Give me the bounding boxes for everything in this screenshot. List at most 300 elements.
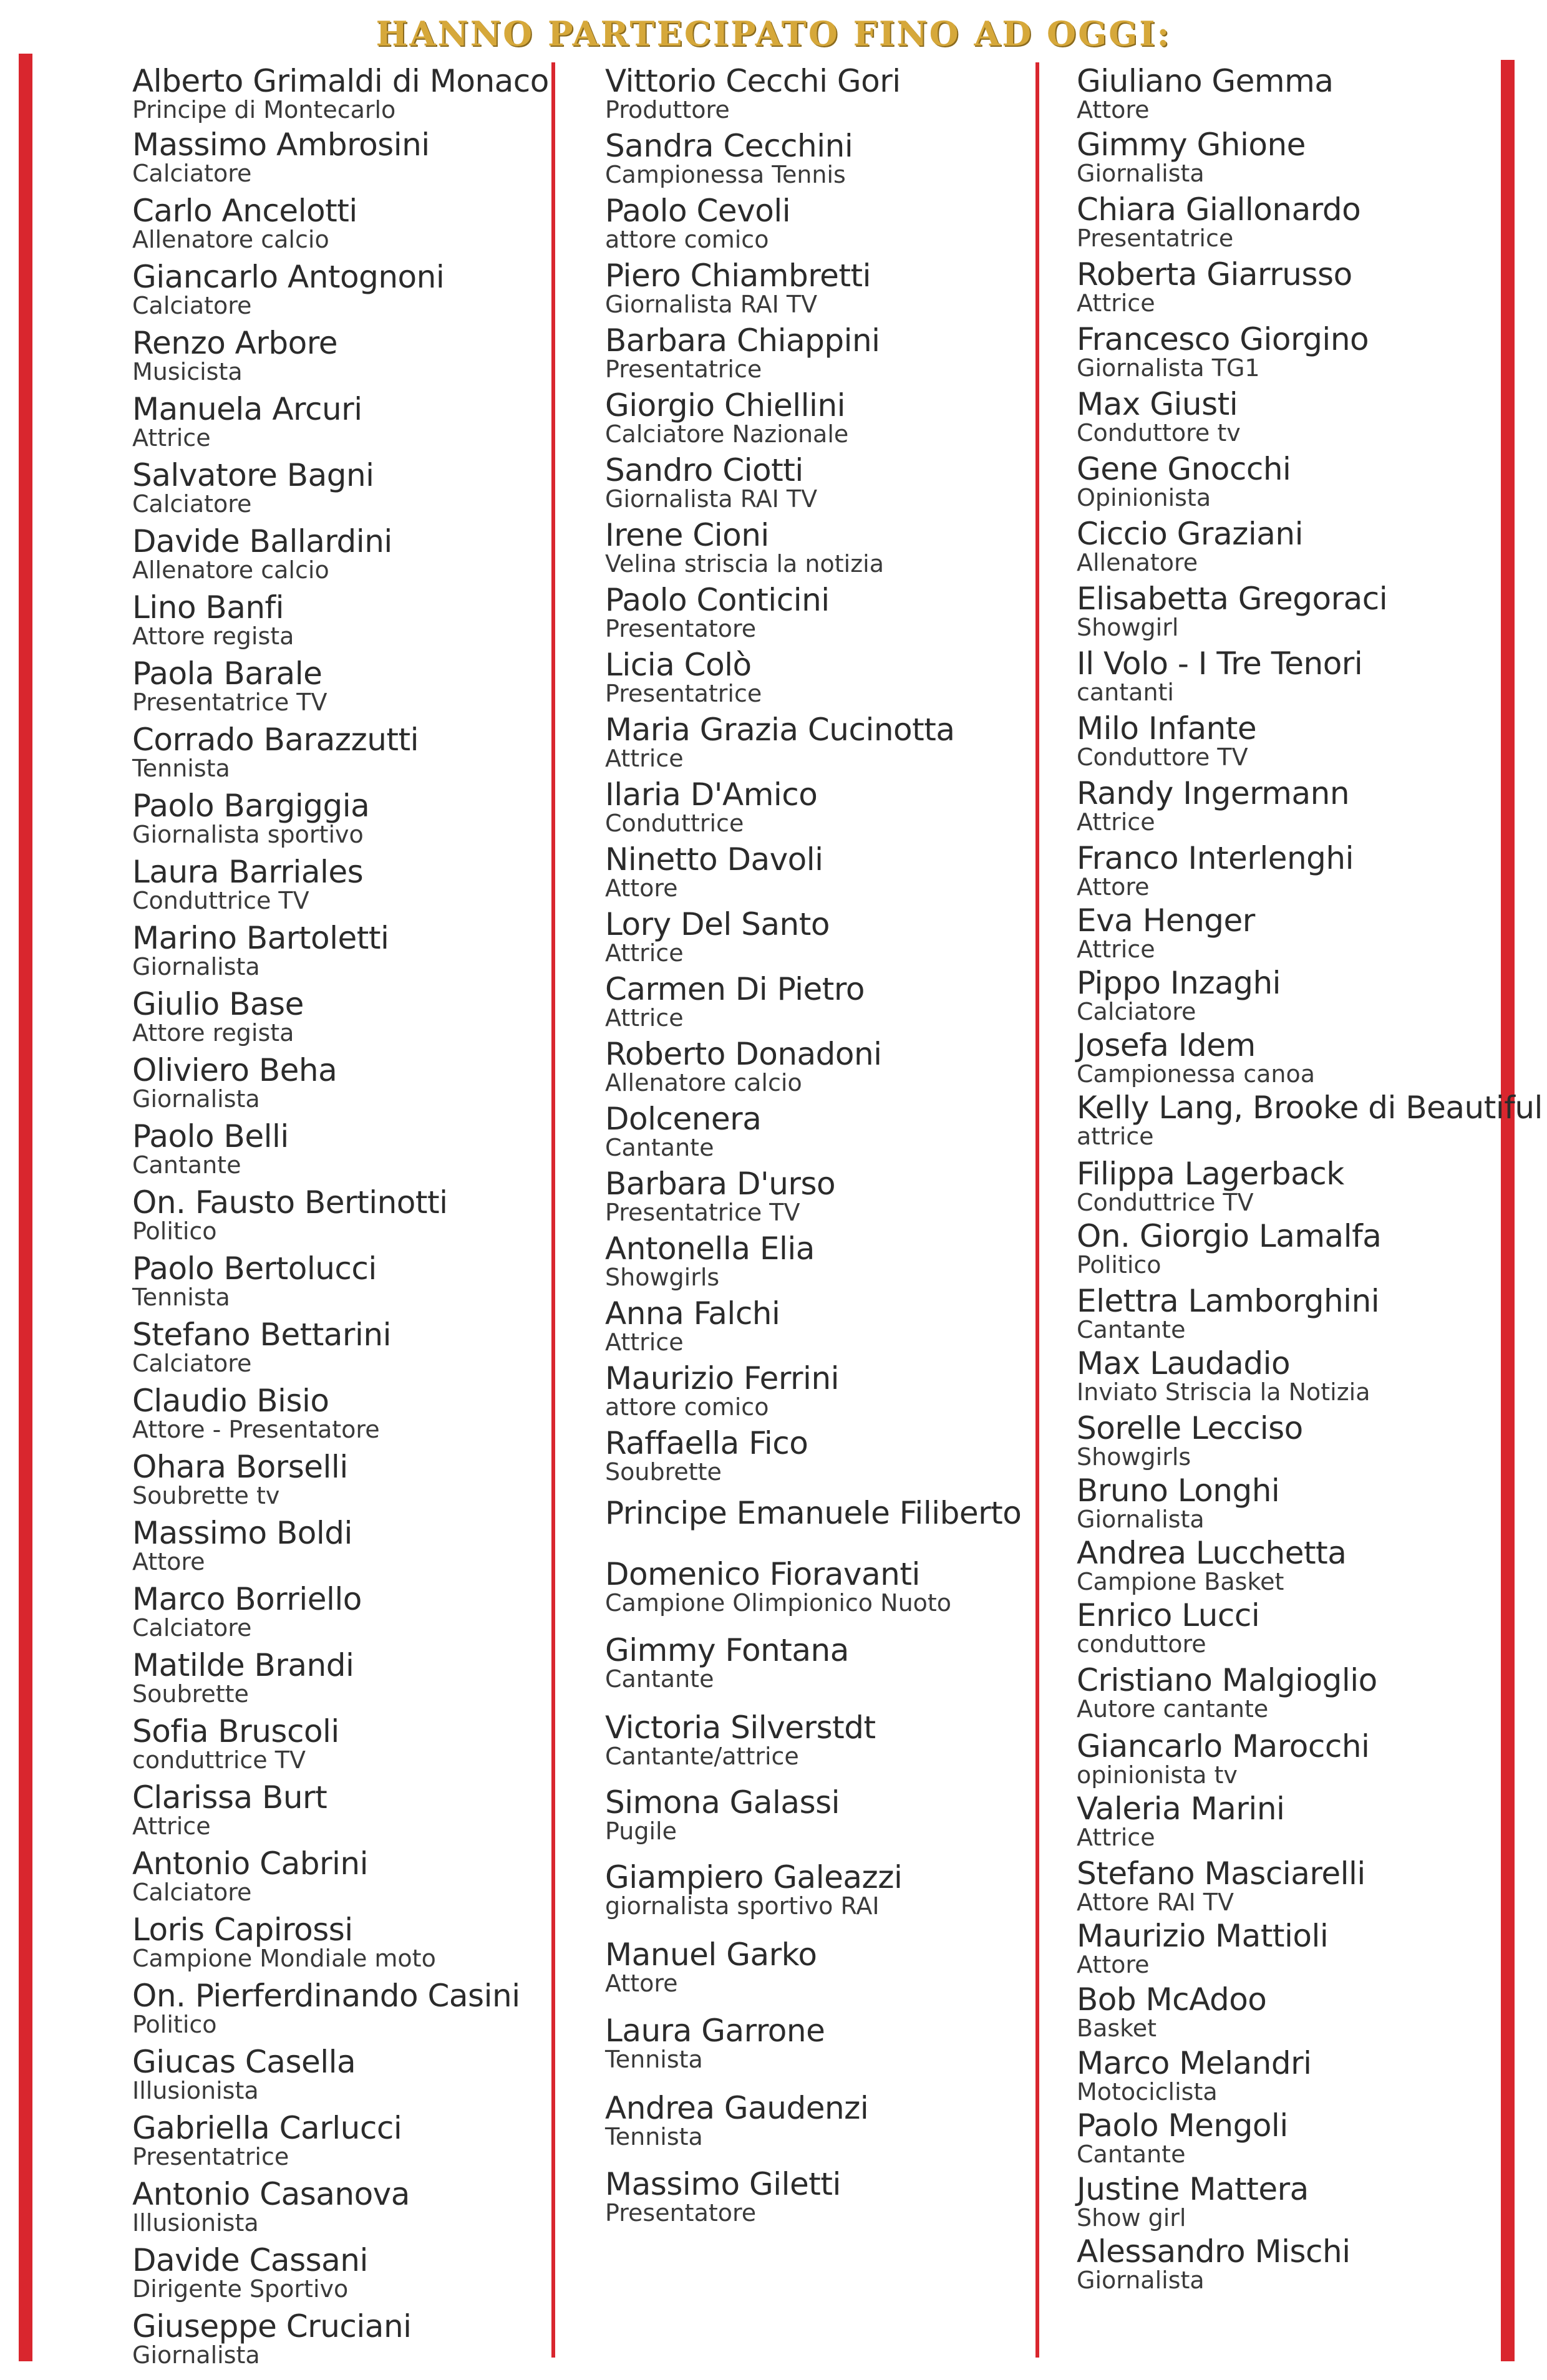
participant-name: Manuel Garko	[605, 1937, 817, 1973]
participant-role: Tennista	[605, 2123, 703, 2150]
participant-role: Giornalista RAI TV	[605, 291, 818, 318]
participant-role: Giornalista	[1077, 1506, 1205, 1533]
participant-role: Calciatore	[132, 292, 252, 319]
participant-entry	[132, 591, 294, 649]
participant-role: Attrice	[1077, 808, 1155, 836]
participant-entry	[1077, 453, 1291, 510]
participant-role: Calciatore	[1077, 998, 1196, 1025]
participant-entry	[132, 1186, 447, 1244]
participant-entry	[132, 1318, 391, 1376]
participant-entry	[132, 195, 357, 252]
participant-name: On. Pierferdinando Casini	[132, 1978, 520, 2014]
participant-name: On. Fausto Bertinotti	[132, 1184, 448, 1221]
participant-role: Attore	[1077, 1951, 1150, 1978]
participant-name: Renzo Arbore	[132, 325, 337, 361]
participant-name: Gimmy Fontana	[605, 1632, 849, 1668]
participant-entry	[1077, 388, 1241, 445]
participant-entry	[605, 389, 848, 447]
participant-name: Paolo Cevoli	[605, 193, 791, 229]
participant-role: Calciatore	[132, 1350, 252, 1377]
participant-role: Show girl	[1077, 2204, 1186, 2232]
participant-entry	[1077, 1537, 1346, 1594]
participant-role: Allenatore	[1077, 549, 1198, 576]
participant-name: Elettra Lamborghini	[1077, 1283, 1380, 1319]
participant-role: Conduttrice	[605, 810, 744, 837]
participant-name: Cristiano Malgioglio	[1077, 1662, 1377, 1698]
participant-entry	[1077, 1412, 1303, 1469]
participant-name: Massimo Ambrosini	[132, 127, 430, 163]
participant-name: Clarissa Burt	[132, 1779, 327, 1816]
participant-name: Massimo Boldi	[132, 1515, 352, 1551]
participant-entry	[1077, 193, 1360, 251]
participant-entry	[605, 454, 817, 511]
participant-entry	[605, 65, 901, 122]
participant-name: Giulio Base	[132, 986, 304, 1022]
column-separator	[551, 62, 555, 2358]
participant-name: Francesco Giorgino	[1077, 321, 1369, 357]
participant-role: Politico	[1077, 1251, 1161, 1279]
participant-role: Attore	[1077, 96, 1150, 123]
participant-entry	[132, 657, 327, 715]
participant-entry	[1077, 2109, 1288, 2167]
participant-role: Principe di Montecarlo	[132, 96, 396, 123]
participant-entry	[1077, 2047, 1312, 2104]
participant-role: Campione Basket	[1077, 1568, 1284, 1595]
participant-name: Sofia Bruscoli	[132, 1713, 339, 1749]
participant-name: Max Laudadio	[1077, 1345, 1291, 1381]
participant-role: Attore regista	[132, 622, 294, 650]
participant-role: Opinionista	[1077, 484, 1211, 511]
participant-entry	[605, 1427, 808, 1484]
participant-entry	[605, 1497, 1021, 1529]
participant-name: Laura Barriales	[132, 854, 364, 890]
participant-name: Salvatore Bagni	[132, 457, 374, 493]
participant-name: Maurizio Ferrini	[605, 1360, 840, 1396]
participant-role: Giornalista	[132, 2341, 260, 2369]
participant-entry	[132, 327, 337, 384]
participant-name: Vittorio Cecchi Gori	[605, 63, 901, 99]
participant-role: Velina striscia la notizia	[605, 550, 884, 578]
participant-entry	[132, 856, 363, 913]
participant-entry	[132, 988, 304, 1045]
participant-entry	[605, 324, 880, 382]
participant-entry	[1077, 518, 1303, 575]
participant-entry	[605, 714, 954, 771]
participant-role: Illusionista	[132, 2077, 259, 2104]
participant-role: Attrice	[605, 745, 684, 772]
participant-role: Soubrette	[132, 1680, 249, 1708]
participant-entry	[132, 261, 444, 318]
participant-role: Attrice	[605, 1328, 684, 1356]
participant-name: Elisabetta Gregoraci	[1077, 581, 1388, 617]
participant-name: Paolo Mengoli	[1077, 2107, 1288, 2144]
participant-entry	[132, 1583, 362, 1640]
participant-name: Sorelle Lecciso	[1077, 1410, 1303, 1446]
participant-name: Justine Mattera	[1077, 2171, 1309, 2207]
participant-name: Andrea Lucchetta	[1077, 1535, 1347, 1571]
participant-entry	[605, 1103, 761, 1160]
participant-entry	[1077, 1664, 1377, 1721]
participant-name: Paolo Bargiggia	[132, 788, 370, 824]
participant-entry	[1077, 1474, 1279, 1532]
participant-role: Presentatore	[605, 2199, 757, 2227]
participant-entry	[1077, 647, 1362, 705]
participant-name: Paolo Conticini	[605, 582, 830, 618]
participant-name: Domenico Fioravanti	[605, 1556, 920, 1592]
participant-role: Calciatore	[132, 1879, 252, 1906]
participant-entry	[605, 1038, 882, 1095]
participant-role: Conduttore tv	[1077, 419, 1241, 447]
participant-name: Giancarlo Marocchi	[1077, 1728, 1370, 1764]
participant-entry	[605, 584, 830, 641]
participant-entry	[605, 1938, 817, 1996]
participant-entry	[1077, 1792, 1284, 1850]
participant-entry	[1077, 258, 1352, 316]
participant-role: Presentatrice TV	[132, 689, 327, 716]
participant-name: Oliviero Beha	[132, 1052, 337, 1088]
participant-name: Milo Infante	[1077, 710, 1257, 747]
participant-entry	[605, 1786, 840, 1844]
participant-role: Attore - Presentatore	[132, 1416, 380, 1443]
participant-entry	[132, 459, 374, 516]
participant-name: Claudio Bisio	[132, 1383, 329, 1419]
participant-entry	[605, 1362, 839, 1420]
right-red-border	[1501, 60, 1515, 2361]
participant-entry	[132, 1649, 354, 1706]
participant-role: Attrice	[132, 424, 211, 452]
participant-entry	[605, 778, 817, 836]
participant-entry	[132, 1715, 339, 1773]
participant-entry	[605, 1297, 780, 1355]
participant-entry	[605, 843, 823, 901]
participant-name: Paola Barale	[132, 655, 322, 692]
participant-entry	[132, 790, 369, 847]
participant-name: Loris Capirossi	[132, 1912, 353, 1948]
participant-entry	[605, 2015, 825, 2072]
participant-entry	[132, 128, 430, 186]
participant-role: Musicista	[132, 358, 243, 385]
participant-role: Giornalista	[1077, 160, 1205, 187]
participant-name: Davide Cassani	[132, 2242, 368, 2278]
participant-role: Conduttrice TV	[1077, 1189, 1254, 1216]
participant-entry	[1077, 1983, 1266, 2041]
participant-name: Marco Melandri	[1077, 2045, 1312, 2081]
participant-name: Antonio Cabrini	[132, 1845, 368, 1882]
participant-name: Victoria Silverstdt	[605, 1710, 876, 1746]
participant-name: Filippa Lagerback	[1077, 1156, 1344, 1192]
participant-entry	[1077, 1091, 1543, 1149]
participant-name: Dolcenera	[605, 1101, 762, 1137]
participant-name: Ohara Borselli	[132, 1449, 348, 1485]
participant-name: Carmen Di Pietro	[605, 971, 865, 1007]
participant-name: Anna Falchi	[605, 1295, 780, 1332]
participant-name: Raffaella Fico	[605, 1425, 808, 1461]
participant-name: Licia Colò	[605, 647, 752, 683]
participant-role: Produttore	[605, 96, 730, 123]
participant-role: Attore regista	[132, 1019, 294, 1047]
participant-entry	[1077, 2235, 1351, 2293]
participant-entry	[605, 1232, 815, 1290]
participant-entry	[605, 130, 853, 187]
participant-entry	[1077, 1158, 1344, 1215]
participant-role: Showgirls	[605, 1264, 720, 1291]
participant-role: Pugile	[605, 1817, 677, 1845]
participant-entry	[132, 2046, 356, 2103]
participant-role: Campionessa canoa	[1077, 1060, 1315, 1088]
participant-entry	[605, 195, 790, 252]
participant-entry	[605, 259, 871, 317]
participant-role: Attrice	[605, 1004, 684, 1032]
participant-entry	[1077, 1920, 1328, 1977]
left-red-border	[19, 54, 32, 2361]
participant-name: Barbara D'urso	[605, 1166, 836, 1202]
participant-name: Alberto Grimaldi di Monaco	[132, 63, 549, 99]
participant-role: Giornalista	[132, 953, 260, 980]
participant-name: Paolo Belli	[132, 1118, 289, 1154]
participant-entry	[132, 2112, 402, 2169]
participant-name: Chiara Giallonardo	[1077, 191, 1361, 228]
participant-name: Piero Chiambretti	[605, 258, 871, 294]
column-separator	[1035, 62, 1039, 2358]
participant-entry	[605, 1634, 849, 1691]
participant-role: Attore RAI TV	[1077, 1889, 1234, 1916]
participant-role: Presentatrice	[1077, 225, 1234, 252]
participant-name: Antonio Casanova	[132, 2176, 410, 2212]
participant-role: Soubrette	[605, 1458, 722, 1486]
participant-name: Andrea Gaudenzi	[605, 2090, 869, 2126]
participant-name: Valeria Marini	[1077, 1791, 1285, 1827]
participant-role: giornalista sportivo RAI	[605, 1892, 880, 1920]
participant-entry	[1077, 1029, 1315, 1086]
participant-role: Showgirls	[1077, 1443, 1191, 1471]
participant-name: On. Giorgio Lamalfa	[1077, 1218, 1382, 1254]
participant-role: Tennista	[132, 755, 230, 782]
participant-name: Il Volo - I Tre Tenori	[1077, 646, 1363, 682]
participant-entry	[1077, 904, 1255, 962]
participant-role: attore comico	[605, 1393, 769, 1421]
participant-role: Attrice	[1077, 1824, 1155, 1851]
participant-name: Laura Garrone	[605, 2013, 825, 2049]
participant-name: Sandra Cecchini	[605, 128, 853, 164]
participant-name: Antonella Elia	[605, 1231, 815, 1267]
participant-entry	[1077, 323, 1369, 380]
participant-name: Ciccio Graziani	[1077, 516, 1303, 552]
participant-role: Cantante/attrice	[605, 1743, 799, 1770]
participant-role: Campione Olimpionico Nuoto	[605, 1589, 952, 1617]
participant-role: Dirigente Sportivo	[132, 2275, 349, 2303]
participant-role: Tennista	[605, 2046, 703, 2073]
participant-name: Kelly Lang, Brooke di Beautiful	[1077, 1090, 1543, 1126]
participant-entry	[132, 1451, 348, 1508]
participant-entry	[132, 1781, 327, 1839]
participant-role: Campione Mondiale moto	[132, 1945, 436, 1972]
participant-role: Allenatore calcio	[132, 226, 329, 253]
page-title: HANNO PARTECIPATO FINO AD OGGI:	[376, 14, 1171, 54]
participant-name: Giancarlo Antognoni	[132, 259, 445, 295]
participant-role: Calciatore	[132, 1614, 252, 1642]
participant-role: Attrice	[1077, 936, 1155, 963]
participant-entry	[1077, 1857, 1365, 1915]
participant-entry	[132, 1385, 380, 1442]
participant-entry	[605, 2092, 868, 2149]
participant-entry	[605, 1558, 951, 1615]
participant-entry	[132, 525, 392, 583]
participant-role: Attrice	[605, 939, 684, 967]
participant-entry	[605, 1168, 835, 1225]
participant-name: Paolo Bertolucci	[132, 1250, 377, 1287]
participant-role: Inviato Striscia la Notizia	[1077, 1378, 1370, 1406]
participant-role: Giornalista	[1077, 2266, 1205, 2294]
participant-role: Calciatore	[132, 160, 252, 187]
participant-entry	[132, 393, 362, 450]
participant-name: Ilaria D'Amico	[605, 776, 818, 813]
participant-name: Gimmy Ghione	[1077, 127, 1306, 163]
participant-role: Attrice	[132, 1812, 211, 1840]
participant-entry	[1077, 2173, 1309, 2230]
participant-role: Campionessa Tennis	[605, 161, 846, 188]
participant-role: Attore	[605, 874, 678, 902]
participant-name: Maurizio Mattioli	[1077, 1918, 1329, 1954]
participant-role: Giornalista sportivo	[132, 821, 364, 848]
participant-entry	[132, 1517, 352, 1574]
participant-name: Marco Borriello	[132, 1581, 362, 1617]
participant-name: Principe Emanuele Filiberto	[605, 1495, 1022, 1531]
participant-role: Attore	[605, 1970, 678, 1997]
participant-entry	[1077, 583, 1387, 640]
participant-name: Giuliano Gemma	[1077, 63, 1334, 99]
participant-entry	[1077, 1220, 1381, 1277]
participant-role: attore comico	[605, 226, 769, 253]
participant-role: Illusionista	[132, 2209, 259, 2237]
participant-role: Cantante	[1077, 2141, 1186, 2168]
participant-name: Barbara Chiappini	[605, 322, 880, 359]
participant-role: conduttrice TV	[132, 1746, 306, 1774]
participant-role: Showgirl	[1077, 614, 1179, 641]
participant-name: Carlo Ancelotti	[132, 193, 357, 229]
participant-name: Giuseppe Cruciani	[132, 2308, 412, 2344]
participant-entry	[132, 2178, 410, 2235]
participant-role: Giornalista	[132, 1085, 260, 1113]
participant-name: Simona Galassi	[605, 1784, 840, 1821]
participant-role: Conduttore TV	[1077, 743, 1248, 771]
participant-name: Gene Gnocchi	[1077, 451, 1291, 487]
participant-entry	[1077, 1285, 1379, 1342]
participant-name: Davide Ballardini	[132, 523, 392, 559]
participant-name: Pippo Inzaghi	[1077, 965, 1281, 1001]
participant-role: Presentatrice	[132, 2143, 289, 2170]
participant-name: Giorgio Chiellini	[605, 387, 846, 423]
participant-name: Massimo Giletti	[605, 2166, 841, 2202]
participant-name: Corrado Barazzutti	[132, 722, 419, 758]
participant-role: Attore	[132, 1548, 205, 1575]
participant-role: Cantante	[605, 1665, 714, 1693]
participant-role: Conduttrice TV	[132, 887, 309, 914]
participant-entry	[132, 1980, 520, 2037]
participant-name: Randy Ingermann	[1077, 775, 1350, 811]
participant-entry	[132, 1913, 436, 1971]
participant-name: Giampiero Galeazzi	[605, 1859, 903, 1895]
participant-entry	[132, 2310, 412, 2368]
participant-name: Franco Interlenghi	[1077, 840, 1354, 876]
participant-entry	[605, 908, 830, 965]
participant-role: Politico	[132, 1217, 217, 1245]
participant-name: Stefano Bettarini	[132, 1317, 391, 1353]
participant-role: Attrice	[1077, 289, 1155, 317]
participant-entry	[132, 1120, 289, 1178]
participant-role: Motociclista	[1077, 2078, 1218, 2106]
participant-entry	[1077, 967, 1281, 1024]
participant-role: Cantante	[132, 1151, 241, 1179]
participant-role: opinionista tv	[1077, 1761, 1238, 1789]
participant-name: Max Giusti	[1077, 386, 1238, 422]
participant-name: Bruno Longhi	[1077, 1473, 1280, 1509]
participant-entry	[605, 973, 865, 1030]
participant-name: Gabriella Carlucci	[132, 2110, 402, 2146]
participant-role: Allenatore calcio	[605, 1069, 802, 1096]
participant-entry	[1077, 1730, 1369, 1787]
participant-name: Lory Del Santo	[605, 906, 830, 942]
participant-role: Presentatrice	[605, 356, 762, 383]
participant-entry	[132, 922, 389, 979]
participant-entry	[1077, 1347, 1370, 1405]
participant-name: Marino Bartoletti	[132, 920, 389, 956]
participant-entry	[1077, 65, 1333, 122]
participant-role: Tennista	[132, 1284, 230, 1311]
participant-name: Bob McAdoo	[1077, 1981, 1267, 2018]
participant-role: Allenatore calcio	[132, 556, 329, 584]
participant-role: Presentatrice TV	[605, 1199, 800, 1226]
participant-entry	[605, 519, 884, 576]
participant-entry	[1077, 128, 1306, 186]
participant-role: cantanti	[1077, 679, 1174, 706]
participant-entry	[1077, 777, 1349, 834]
participant-name: Eva Henger	[1077, 902, 1255, 939]
participant-role: Giornalista RAI TV	[605, 485, 818, 513]
participant-entry	[132, 65, 549, 122]
participant-role: Autore cantante	[1077, 1695, 1269, 1723]
participant-role: Cantante	[605, 1134, 714, 1161]
participant-name: Matilde Brandi	[132, 1647, 354, 1683]
participant-name: Stefano Masciarelli	[1077, 1855, 1365, 1892]
participant-name: Giucas Casella	[132, 2044, 356, 2080]
participant-entry	[132, 2244, 368, 2301]
participant-role: Basket	[1077, 2015, 1157, 2042]
participant-entry	[605, 1861, 902, 1918]
participant-role: Soubrette tv	[132, 1482, 280, 1509]
participant-name: Ninetto Davoli	[605, 841, 823, 878]
participant-entry	[1077, 842, 1354, 899]
participant-entry	[605, 649, 762, 706]
participant-name: Maria Grazia Cucinotta	[605, 712, 955, 748]
participant-name: Roberta Giarrusso	[1077, 256, 1352, 293]
participant-entry	[132, 1054, 337, 1111]
participant-name: Sandro Ciotti	[605, 452, 803, 488]
participant-role: Giornalista TG1	[1077, 354, 1260, 382]
participant-name: Josefa Idem	[1077, 1027, 1256, 1063]
participant-entry	[605, 2168, 841, 2225]
participant-name: Lino Banfi	[132, 589, 284, 626]
participant-name: Alessandro Mischi	[1077, 2233, 1351, 2270]
participant-name: Manuela Arcuri	[132, 391, 362, 427]
participant-name: Irene Cioni	[605, 517, 769, 553]
participant-name: Roberto Donadoni	[605, 1036, 882, 1072]
participant-role: attrice	[1077, 1123, 1154, 1150]
participant-entry	[132, 1847, 368, 1905]
participant-entry	[132, 1252, 377, 1310]
participant-name: Enrico Lucci	[1077, 1597, 1260, 1633]
participant-role: Calciatore	[132, 490, 252, 518]
participant-entry	[1077, 712, 1256, 770]
